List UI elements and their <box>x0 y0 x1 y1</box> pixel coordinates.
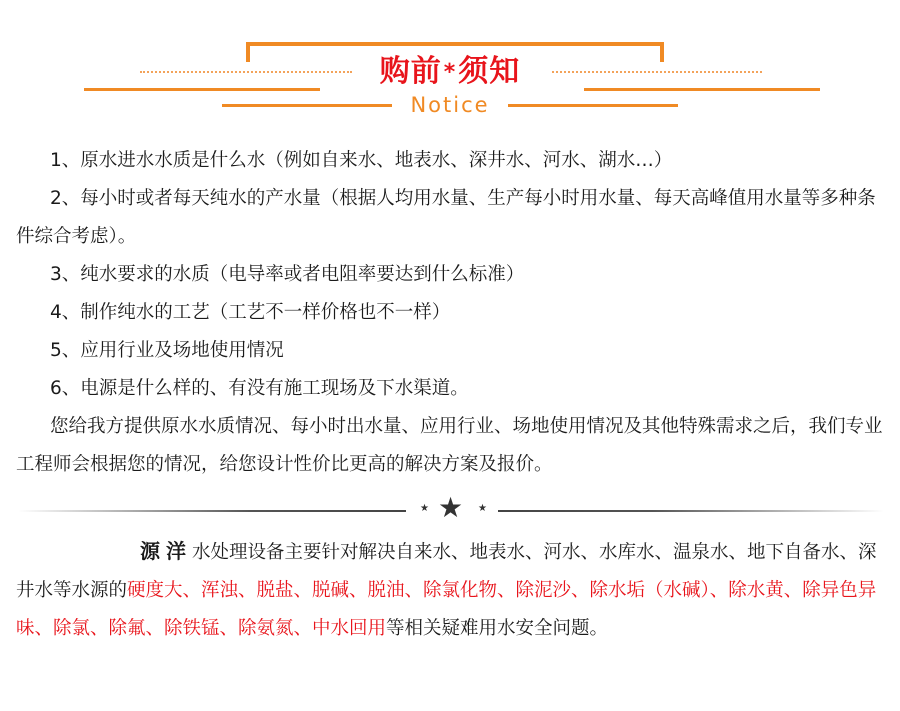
small-star-icon: ★ <box>478 503 487 514</box>
section-divider <box>18 491 884 524</box>
notice-item-5: 5、应用行业及场地使用情况 <box>50 340 284 361</box>
company-brand: 源洋 <box>140 539 192 563</box>
page-subtitle: Notice <box>410 93 490 117</box>
frame-top-line <box>246 42 664 46</box>
notice-item-6: 6、电源是什么样的、有没有施工现场及下水渠道。 <box>50 378 469 399</box>
title-left: 购前 <box>379 54 442 89</box>
bottom-line-left <box>222 104 392 107</box>
company-text-before: 水处理设备主要针对解决自来水、地表水、河水、水库水、温泉水、地下自备水、深井水等水源的 <box>16 542 877 601</box>
dotted-line-left <box>140 71 352 73</box>
frame-right-line <box>660 42 664 62</box>
company-text-after: 等相关疑难用水安全问题。 <box>386 618 609 639</box>
divider-line-right <box>498 510 884 512</box>
small-star-icon: ★ <box>420 503 429 514</box>
accent-line-right <box>584 88 820 91</box>
divider-line-left <box>18 510 406 512</box>
company-highlight: 硬度大、浑浊、脱盐、脱碱、脱油、除氯化物、除泥沙、除水垢（水碱）、除水黄、除异色异味、除氯、除氟、除铁锰、除氨氮、中水回用 <box>16 580 877 639</box>
bottom-line-right <box>508 104 678 107</box>
star-icon: ★ <box>438 491 464 524</box>
notice-header <box>0 0 900 130</box>
title-star-icon: * <box>443 59 457 85</box>
dotted-line-right <box>552 71 762 73</box>
accent-line-left <box>84 88 320 91</box>
title-right: 须知 <box>458 54 521 89</box>
notice-item-3: 3、纯水要求的水质（电导率或者电阻率要达到什么标准） <box>50 264 525 285</box>
frame-left-line <box>246 42 250 62</box>
notice-item-2: 2、每小时或者每天纯水的产水量（根据人均用水量、生产每小时用水量、每天高峰值用水量等多种条件综合考虑）。 <box>16 188 876 247</box>
page-title <box>340 52 560 92</box>
company-description <box>16 532 890 648</box>
notice-item-4: 4、制作纯水的工艺（工艺不一样价格也不一样） <box>50 302 451 323</box>
notice-item-1: 1、原水进水水质是什么水（例如自来水、地表水、深井水、河水、湖水…） <box>50 150 673 171</box>
notice-summary: 您给我方提供原水水质情况、每小时出水量、应用行业、场地使用情况及其他特殊需求之后，我们专业工程师会根据您的情况，给您设计性价比更高的解决方案及报价。 <box>16 416 883 475</box>
notice-list <box>16 142 890 484</box>
